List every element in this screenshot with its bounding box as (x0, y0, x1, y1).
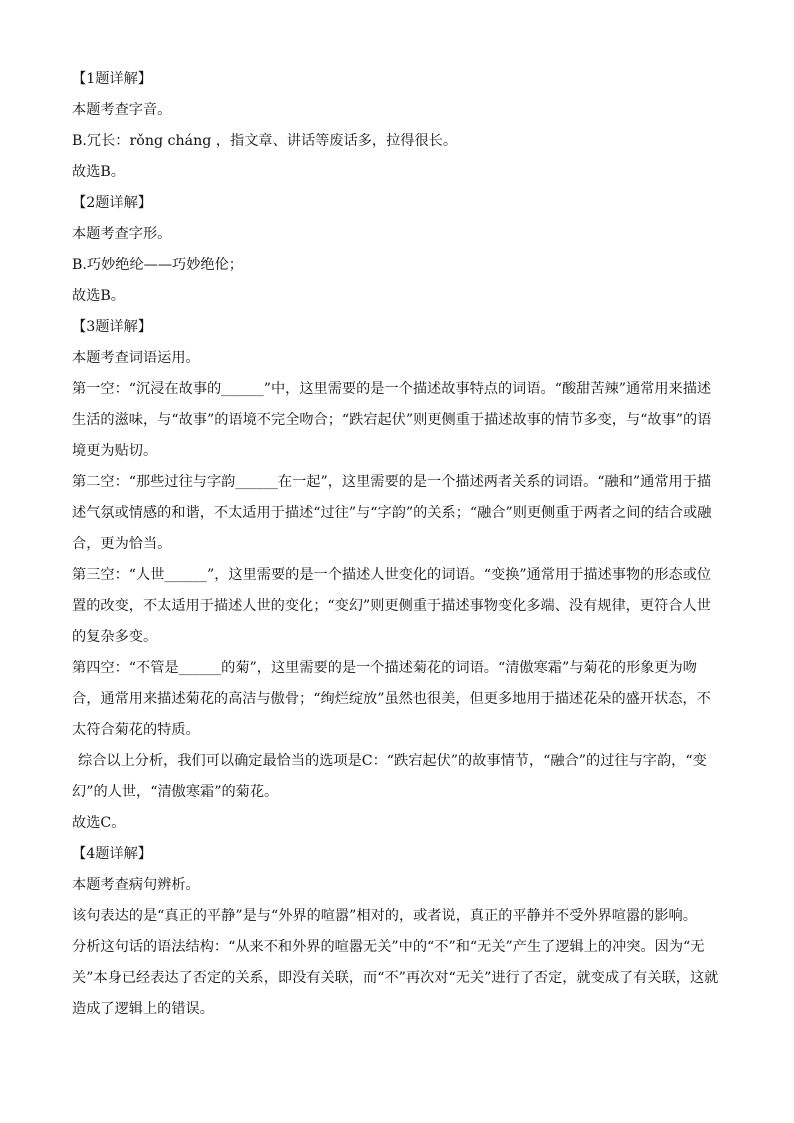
paragraph-q3-topic: 本题考查词语运用。 (72, 350, 200, 366)
paragraph-q1-topic: 本题考查字音。 (72, 102, 172, 118)
paragraph-q3-answer: 故选C。 (72, 815, 126, 831)
paragraph-q2-topic: 本题考查字形。 (72, 226, 172, 242)
paragraph-q3-blank4: 第四空：“不管是______的菊”，这里需要的是一个描述菊花的词语。“清傲寒霜”与菊花的形象更为吻合，通常用来描述菊花的高洁与傲骨；“绚烂绽放”虽然也很美，但更多地用于描述花朵的盛开状态，不太符合菊花的特质。 (72, 660, 711, 738)
heading-q4: 【4题详解】 (72, 846, 152, 862)
paragraph-q3-blank1: 第一空：“沉浸在故事的______”中，这里需要的是一个描述故事特点的词语。“酸甜苦辣”通常用来描述生活的滋味，与“故事”的语境不完全吻合；“跌宕起伏”则更侧重于描述故事的情节多变，与“故事”的语境更为贴切。 (72, 381, 712, 459)
paragraph-q4-meaning: 该句表达的是“真正的平静”是与“外界的喧嚣”相对的，或者说，真正的平静并不受外界喧嚣的影响。 (72, 908, 697, 924)
document-body (72, 64, 720, 1025)
paragraph-q3-blank2: 第二空：“那些过往与字韵______在一起”，这里需要的是一个描述两者关系的词语。“融和”通常用于描述气氛或情感的和谐，不太适用于描述“过往”与“字韵”的关系；“融合”则更侧重于两者之间的结合或融合，更为恰当。 (72, 474, 712, 552)
paragraph-q4-topic: 本题考查病句辨析。 (72, 877, 200, 893)
heading-q3: 【3题详解】 (72, 319, 152, 335)
paragraph-q3-blank3: 第三空：“人世______”，这里需要的是一个描述人世变化的词语。“变换”通常用于描述事物的形态或位置的改变，不太适用于描述人世的变化；“变幻”则更侧重于描述事物变化多端、没有规律，更符合人世的复杂多变。 (72, 567, 712, 645)
heading-q1: 【1题详解】 (72, 71, 152, 87)
paragraph-q1-answer: 故选B。 (72, 164, 125, 180)
paragraph-q1-explain: B.冗长：rǒng cháng ，指文章、讲话等废话多，拉得很长。 (72, 133, 458, 149)
paragraph-q3-summary: 综合以上分析，我们可以确定最恰当的选项是C：“跌宕起伏”的故事情节，“融合”的过往与字韵，“变幻”的人世，“清傲寒霜”的菊花。 (72, 753, 707, 800)
paragraph-q2-explain: B.巧妙绝纶——巧妙绝伦； (72, 257, 243, 273)
paragraph-q4-analysis: 分析这句话的语法结构：“从来不和外界的喧嚣无关”中的“不”和“无关”产生了逻辑上的冲突。因为“无关”本身已经表达了否定的关系，即没有关联，而“不”再次对“无关”进行了否定，就变成了有关联，这就造成了逻辑上的错误。 (72, 939, 719, 1017)
heading-q2: 【2题详解】 (72, 195, 152, 211)
paragraph-q2-answer: 故选B。 (72, 288, 125, 304)
